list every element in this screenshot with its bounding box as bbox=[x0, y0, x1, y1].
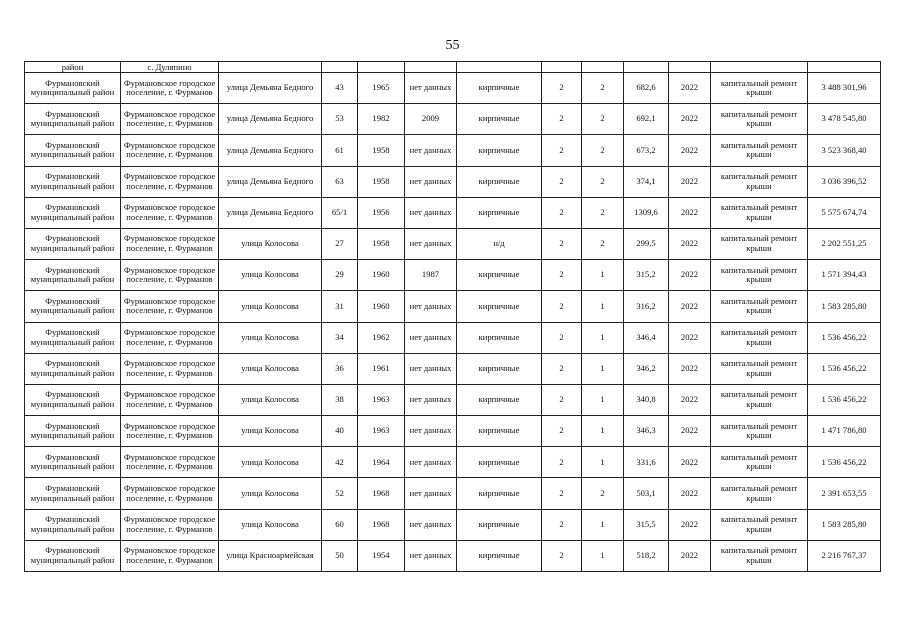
cell-wall-material: кирпичные bbox=[457, 416, 542, 447]
table-row bbox=[25, 135, 881, 166]
cell-cost: 1 536 456,22 bbox=[808, 447, 881, 478]
cell-house-number: 61 bbox=[322, 135, 358, 166]
cell-cost: 1 583 285,80 bbox=[808, 509, 881, 540]
cell-cost: 1 536 456,22 bbox=[808, 353, 881, 384]
cell-wall-material: кирпичные bbox=[457, 73, 542, 104]
cell-entrances: 1 bbox=[582, 384, 624, 415]
cell-plan-year: 2022 bbox=[669, 135, 711, 166]
cell-work-type: капитальный ремонт крыши bbox=[711, 353, 808, 384]
cell-street: улица Колосова bbox=[219, 447, 322, 478]
cell-cost: 1 536 456,22 bbox=[808, 322, 881, 353]
cell-area: 1309,6 bbox=[624, 197, 669, 228]
cell-floors: 2 bbox=[542, 353, 582, 384]
cell-plan-year: 2022 bbox=[669, 447, 711, 478]
cell-work-type: капитальный ремонт крыши bbox=[711, 228, 808, 259]
cell-area: 682,6 bbox=[624, 73, 669, 104]
cell-cost: 3 478 545,80 bbox=[808, 104, 881, 135]
cell-area: 346,4 bbox=[624, 322, 669, 353]
cell-year-built: 1956 bbox=[358, 197, 405, 228]
cell-work-type: капитальный ремонт крыши bbox=[711, 384, 808, 415]
cell-floors: 2 bbox=[542, 197, 582, 228]
table-row bbox=[25, 73, 881, 104]
cell-year-repair: 2009 bbox=[405, 104, 457, 135]
cell-cost: 1 471 786,80 bbox=[808, 416, 881, 447]
table-row bbox=[25, 104, 881, 135]
cell-year-repair: нет данных bbox=[405, 478, 457, 509]
cell-year-repair: нет данных bbox=[405, 416, 457, 447]
cell-wall-material: кирпичные bbox=[457, 353, 542, 384]
cell-district: Фурмановский муниципальный район bbox=[25, 166, 121, 197]
cell-floors: 2 bbox=[542, 291, 582, 322]
cell-district: Фурмановский муниципальный район bbox=[25, 73, 121, 104]
cell-settlement: Фурмановское городское поселение, г. Фурманов bbox=[121, 260, 219, 291]
cell-floors: 2 bbox=[542, 135, 582, 166]
cell-area: 346,3 bbox=[624, 416, 669, 447]
cell-year-built: 1960 bbox=[358, 291, 405, 322]
cell-cost: 3 523 368,40 bbox=[808, 135, 881, 166]
cell-house-number: 29 bbox=[322, 260, 358, 291]
cell-work-type: капитальный ремонт крыши bbox=[711, 260, 808, 291]
cell-floors: 2 bbox=[542, 260, 582, 291]
cell-settlement: Фурмановское городское поселение, г. Фурманов bbox=[121, 166, 219, 197]
cell-entrances: 1 bbox=[582, 447, 624, 478]
cell-empty bbox=[624, 62, 669, 73]
cell-floors: 2 bbox=[542, 166, 582, 197]
cell-area: 692,1 bbox=[624, 104, 669, 135]
cell-entrances: 1 bbox=[582, 540, 624, 571]
cell-year-built: 1962 bbox=[358, 322, 405, 353]
cell-district: район bbox=[25, 62, 121, 73]
cell-work-type: капитальный ремонт крыши bbox=[711, 166, 808, 197]
table-row bbox=[25, 353, 881, 384]
cell-floors: 2 bbox=[542, 478, 582, 509]
cell-plan-year: 2022 bbox=[669, 104, 711, 135]
cell-cost: 1 583 285,80 bbox=[808, 291, 881, 322]
cell-settlement: Фурмановское городское поселение, г. Фурманов bbox=[121, 416, 219, 447]
cell-settlement: Фурмановское городское поселение, г. Фурманов bbox=[121, 353, 219, 384]
cell-street: улица Колосова bbox=[219, 291, 322, 322]
cell-year-built: 1961 bbox=[358, 353, 405, 384]
cell-district: Фурмановский муниципальный район bbox=[25, 384, 121, 415]
cell-area: 316,2 bbox=[624, 291, 669, 322]
cell-year-built: 1960 bbox=[358, 260, 405, 291]
table-row bbox=[25, 228, 881, 259]
cell-floors: 2 bbox=[542, 416, 582, 447]
cell-district: Фурмановский муниципальный район bbox=[25, 104, 121, 135]
cell-plan-year: 2022 bbox=[669, 228, 711, 259]
cell-house-number: 40 bbox=[322, 416, 358, 447]
cell-cost: 3 488 301,96 bbox=[808, 73, 881, 104]
cell-plan-year: 2022 bbox=[669, 73, 711, 104]
cell-settlement: Фурмановское городское поселение, г. Фурманов bbox=[121, 135, 219, 166]
cell-district: Фурмановский муниципальный район bbox=[25, 260, 121, 291]
cell-entrances: 1 bbox=[582, 291, 624, 322]
cell-street: улица Колосова bbox=[219, 509, 322, 540]
cell-district: Фурмановский муниципальный район bbox=[25, 478, 121, 509]
cell-year-repair: нет данных bbox=[405, 384, 457, 415]
cell-work-type: капитальный ремонт крыши bbox=[711, 416, 808, 447]
cell-work-type: капитальный ремонт крыши bbox=[711, 197, 808, 228]
cell-plan-year: 2022 bbox=[669, 509, 711, 540]
cell-work-type: капитальный ремонт крыши bbox=[711, 291, 808, 322]
cell-area: 331,6 bbox=[624, 447, 669, 478]
cell-plan-year: 2022 bbox=[669, 540, 711, 571]
cell-entrances: 2 bbox=[582, 197, 624, 228]
cell-district: Фурмановский муниципальный район bbox=[25, 322, 121, 353]
table-row-continuation bbox=[25, 62, 881, 73]
cell-street: улица Колосова bbox=[219, 260, 322, 291]
cell-wall-material: кирпичные bbox=[457, 509, 542, 540]
cell-plan-year: 2022 bbox=[669, 291, 711, 322]
cell-year-repair: нет данных bbox=[405, 73, 457, 104]
cell-area: 673,2 bbox=[624, 135, 669, 166]
cell-wall-material: н/д bbox=[457, 228, 542, 259]
cell-wall-material: кирпичные bbox=[457, 104, 542, 135]
cell-district: Фурмановский муниципальный район bbox=[25, 353, 121, 384]
cell-empty bbox=[669, 62, 711, 73]
cell-year-repair: нет данных bbox=[405, 509, 457, 540]
cell-street: улица Демьяна Бедного bbox=[219, 104, 322, 135]
table-row bbox=[25, 447, 881, 478]
cell-entrances: 2 bbox=[582, 166, 624, 197]
cell-settlement: Фурмановское городское поселение, г. Фурманов bbox=[121, 322, 219, 353]
cell-year-repair: нет данных bbox=[405, 228, 457, 259]
cell-entrances: 1 bbox=[582, 509, 624, 540]
cell-wall-material: кирпичные bbox=[457, 135, 542, 166]
cell-house-number: 52 bbox=[322, 478, 358, 509]
cell-house-number: 60 bbox=[322, 509, 358, 540]
cell-street: улица Колосова bbox=[219, 353, 322, 384]
cell-plan-year: 2022 bbox=[669, 416, 711, 447]
cell-work-type: капитальный ремонт крыши bbox=[711, 322, 808, 353]
cell-plan-year: 2022 bbox=[669, 197, 711, 228]
cell-plan-year: 2022 bbox=[669, 322, 711, 353]
table-row bbox=[25, 416, 881, 447]
cell-district: Фурмановский муниципальный район bbox=[25, 291, 121, 322]
cell-district: Фурмановский муниципальный район bbox=[25, 416, 121, 447]
table-row bbox=[25, 478, 881, 509]
cell-street: улица Колосова bbox=[219, 322, 322, 353]
cell-area: 518,2 bbox=[624, 540, 669, 571]
cell-plan-year: 2022 bbox=[669, 478, 711, 509]
cell-area: 340,8 bbox=[624, 384, 669, 415]
cell-house-number: 36 bbox=[322, 353, 358, 384]
cell-year-repair: нет данных bbox=[405, 353, 457, 384]
cell-house-number: 31 bbox=[322, 291, 358, 322]
cell-settlement: Фурмановское городское поселение, г. Фурманов bbox=[121, 104, 219, 135]
cell-floors: 2 bbox=[542, 104, 582, 135]
cell-floors: 2 bbox=[542, 540, 582, 571]
cell-floors: 2 bbox=[542, 384, 582, 415]
cell-wall-material: кирпичные bbox=[457, 478, 542, 509]
cell-cost: 1 571 394,43 bbox=[808, 260, 881, 291]
cell-plan-year: 2022 bbox=[669, 166, 711, 197]
cell-year-built: 1968 bbox=[358, 509, 405, 540]
cell-plan-year: 2022 bbox=[669, 260, 711, 291]
cell-area: 374,1 bbox=[624, 166, 669, 197]
cell-wall-material: кирпичные bbox=[457, 197, 542, 228]
cell-year-built: 1964 bbox=[358, 447, 405, 478]
cell-settlement: с. Дуляпино bbox=[121, 62, 219, 73]
cell-district: Фурмановский муниципальный район bbox=[25, 197, 121, 228]
cell-street: улица Демьяна Бедного bbox=[219, 73, 322, 104]
cell-year-built: 1963 bbox=[358, 384, 405, 415]
cell-empty bbox=[582, 62, 624, 73]
cell-district: Фурмановский муниципальный район bbox=[25, 135, 121, 166]
cell-wall-material: кирпичные bbox=[457, 384, 542, 415]
cell-work-type: капитальный ремонт крыши bbox=[711, 447, 808, 478]
cell-house-number: 27 bbox=[322, 228, 358, 259]
cell-area: 346,2 bbox=[624, 353, 669, 384]
table-row bbox=[25, 197, 881, 228]
cell-street: улица Колосова bbox=[219, 228, 322, 259]
cell-house-number: 43 bbox=[322, 73, 358, 104]
cell-entrances: 2 bbox=[582, 104, 624, 135]
table-row bbox=[25, 260, 881, 291]
cell-wall-material: кирпичные bbox=[457, 291, 542, 322]
cell-entrances: 2 bbox=[582, 228, 624, 259]
cell-entrances: 1 bbox=[582, 353, 624, 384]
cell-settlement: Фурмановское городское поселение, г. Фурманов bbox=[121, 478, 219, 509]
cell-work-type: капитальный ремонт крыши bbox=[711, 135, 808, 166]
table-row bbox=[25, 540, 881, 571]
cell-year-repair: нет данных bbox=[405, 135, 457, 166]
cell-cost: 5 575 674,74 bbox=[808, 197, 881, 228]
cell-empty bbox=[322, 62, 358, 73]
cell-work-type: капитальный ремонт крыши bbox=[711, 540, 808, 571]
cell-cost: 1 536 456,22 bbox=[808, 384, 881, 415]
cell-year-built: 1958 bbox=[358, 166, 405, 197]
cell-cost: 2 391 653,55 bbox=[808, 478, 881, 509]
cell-street: улица Демьяна Бедного bbox=[219, 166, 322, 197]
cell-cost: 3 036 396,52 bbox=[808, 166, 881, 197]
cell-work-type: капитальный ремонт крыши bbox=[711, 104, 808, 135]
cell-empty bbox=[711, 62, 808, 73]
cell-area: 503,1 bbox=[624, 478, 669, 509]
cell-floors: 2 bbox=[542, 228, 582, 259]
cell-year-built: 1968 bbox=[358, 478, 405, 509]
cell-district: Фурмановский муниципальный район bbox=[25, 540, 121, 571]
cell-district: Фурмановский муниципальный район bbox=[25, 509, 121, 540]
cell-empty bbox=[219, 62, 322, 73]
cell-empty bbox=[457, 62, 542, 73]
cell-wall-material: кирпичные bbox=[457, 166, 542, 197]
cell-street: улица Красноармейская bbox=[219, 540, 322, 571]
table-row bbox=[25, 166, 881, 197]
cell-wall-material: кирпичные bbox=[457, 447, 542, 478]
cell-empty bbox=[405, 62, 457, 73]
cell-settlement: Фурмановское городское поселение, г. Фурманов bbox=[121, 291, 219, 322]
cell-work-type: капитальный ремонт крыши bbox=[711, 509, 808, 540]
table-row bbox=[25, 509, 881, 540]
cell-street: улица Колосова bbox=[219, 384, 322, 415]
cell-settlement: Фурмановское городское поселение, г. Фурманов bbox=[121, 540, 219, 571]
cell-house-number: 34 bbox=[322, 322, 358, 353]
cell-settlement: Фурмановское городское поселение, г. Фурманов bbox=[121, 509, 219, 540]
cell-settlement: Фурмановское городское поселение, г. Фурманов bbox=[121, 73, 219, 104]
cell-settlement: Фурмановское городское поселение, г. Фурманов bbox=[121, 384, 219, 415]
cell-wall-material: кирпичные bbox=[457, 322, 542, 353]
housing-repair-table bbox=[24, 61, 881, 572]
table-body bbox=[25, 62, 881, 572]
cell-entrances: 1 bbox=[582, 322, 624, 353]
cell-settlement: Фурмановское городское поселение, г. Фурманов bbox=[121, 197, 219, 228]
cell-plan-year: 2022 bbox=[669, 353, 711, 384]
cell-house-number: 65/1 bbox=[322, 197, 358, 228]
cell-cost: 2 216 767,37 bbox=[808, 540, 881, 571]
cell-year-built: 1982 bbox=[358, 104, 405, 135]
cell-year-built: 1958 bbox=[358, 135, 405, 166]
cell-street: улица Колосова bbox=[219, 478, 322, 509]
cell-floors: 2 bbox=[542, 322, 582, 353]
cell-area: 315,5 bbox=[624, 509, 669, 540]
cell-street: улица Колосова bbox=[219, 416, 322, 447]
cell-work-type: капитальный ремонт крыши bbox=[711, 73, 808, 104]
cell-year-repair: нет данных bbox=[405, 197, 457, 228]
cell-plan-year: 2022 bbox=[669, 384, 711, 415]
cell-year-built: 1963 bbox=[358, 416, 405, 447]
cell-cost: 2 202 551,25 bbox=[808, 228, 881, 259]
cell-house-number: 63 bbox=[322, 166, 358, 197]
cell-year-built: 1954 bbox=[358, 540, 405, 571]
cell-entrances: 2 bbox=[582, 135, 624, 166]
table-row bbox=[25, 322, 881, 353]
cell-year-repair: нет данных bbox=[405, 447, 457, 478]
cell-settlement: Фурмановское городское поселение, г. Фурманов bbox=[121, 228, 219, 259]
cell-settlement: Фурмановское городское поселение, г. Фурманов bbox=[121, 447, 219, 478]
cell-year-repair: нет данных bbox=[405, 291, 457, 322]
cell-house-number: 50 bbox=[322, 540, 358, 571]
cell-work-type: капитальный ремонт крыши bbox=[711, 478, 808, 509]
cell-area: 315,2 bbox=[624, 260, 669, 291]
cell-street: улица Демьяна Бедного bbox=[219, 197, 322, 228]
cell-year-repair: нет данных bbox=[405, 540, 457, 571]
table-row bbox=[25, 384, 881, 415]
cell-year-built: 1965 bbox=[358, 73, 405, 104]
table-row bbox=[25, 291, 881, 322]
cell-floors: 2 bbox=[542, 447, 582, 478]
cell-area: 299,5 bbox=[624, 228, 669, 259]
cell-entrances: 1 bbox=[582, 260, 624, 291]
cell-empty bbox=[808, 62, 881, 73]
cell-district: Фурмановский муниципальный район bbox=[25, 447, 121, 478]
cell-year-repair: 1987 bbox=[405, 260, 457, 291]
cell-house-number: 42 bbox=[322, 447, 358, 478]
cell-house-number: 53 bbox=[322, 104, 358, 135]
cell-wall-material: кирпичные bbox=[457, 260, 542, 291]
cell-entrances: 1 bbox=[582, 416, 624, 447]
cell-year-repair: нет данных bbox=[405, 322, 457, 353]
cell-year-built: 1958 bbox=[358, 228, 405, 259]
cell-floors: 2 bbox=[542, 73, 582, 104]
cell-floors: 2 bbox=[542, 509, 582, 540]
cell-wall-material: кирпичные bbox=[457, 540, 542, 571]
cell-street: улица Демьяна Бедного bbox=[219, 135, 322, 166]
page-number: 55 bbox=[445, 38, 460, 53]
cell-empty bbox=[542, 62, 582, 73]
cell-entrances: 2 bbox=[582, 478, 624, 509]
cell-year-repair: нет данных bbox=[405, 166, 457, 197]
cell-house-number: 38 bbox=[322, 384, 358, 415]
cell-district: Фурмановский муниципальный район bbox=[25, 228, 121, 259]
cell-empty bbox=[358, 62, 405, 73]
cell-entrances: 2 bbox=[582, 73, 624, 104]
